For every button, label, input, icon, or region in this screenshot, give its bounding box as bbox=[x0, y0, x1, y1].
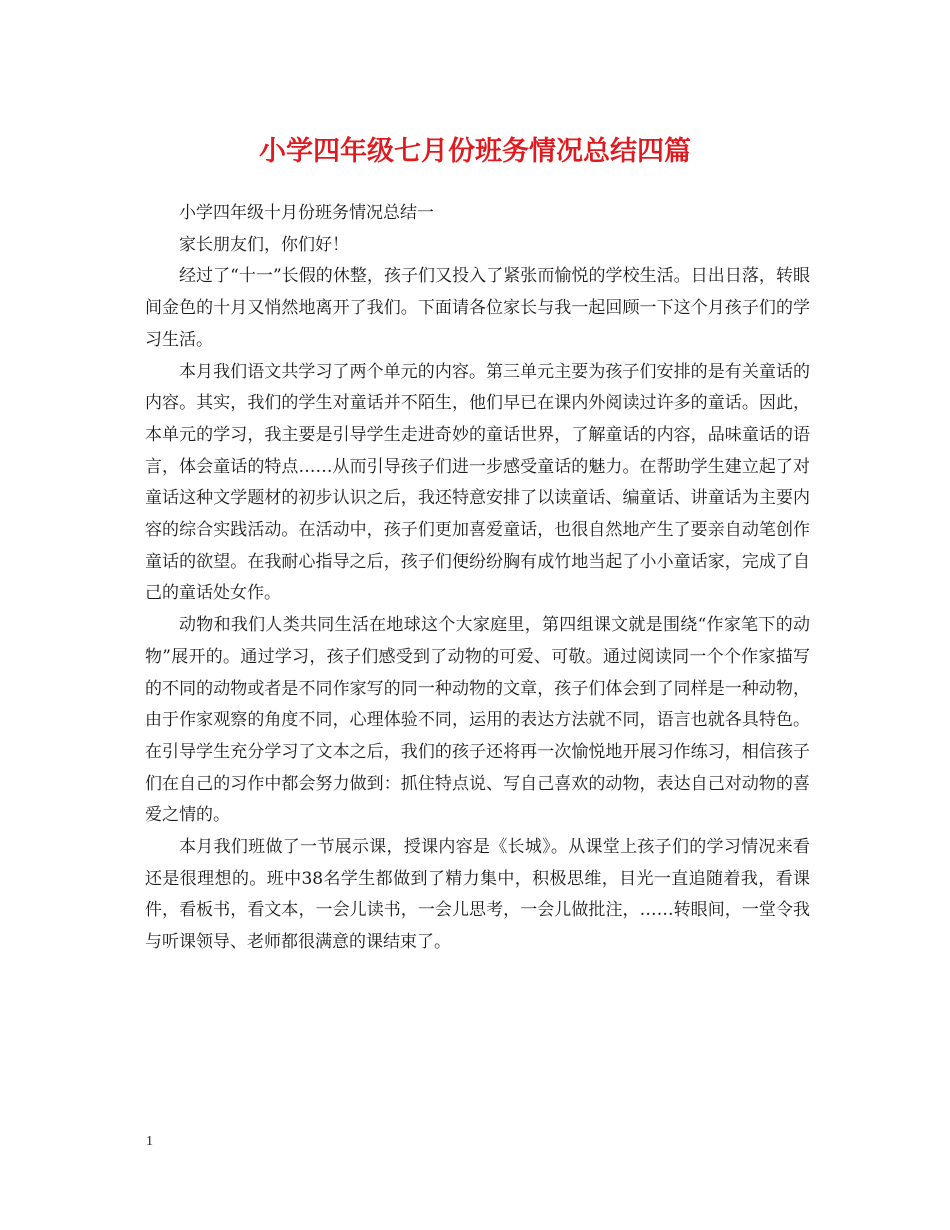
greeting-paragraph: 家长朋友们，你们好！ bbox=[179, 234, 349, 255]
page-number: 1 bbox=[146, 1134, 153, 1149]
body-paragraph: 本月我们语文共学习了两个单元的内容。第三单元主要为孩子们安排的是有关童话的内容。其实，我们的学生对童话并不陌生，他们早已在课内外阅读过许多的童话。因此，本单元的学习，我主要是引导学生走进奇妙的童话世界，了解童话的内容，品味童话的语言，体会童话的特点……从而引导孩子们进一步感受童话的魅力。在帮助学生建立起了对童话这种文学题材的初步认识之后，我还特意安排了以读童话、编童话、讲童话为主要内容的综合实践活动。在活动中，孩子们更加喜爱童话，也很自然地产生了要亲自动笔创作童话的欲望。在我耐心指导之后，孩子们便纷纷胸有成竹地当起了小小童话家，完成了自己的童话处女作。 bbox=[145, 361, 810, 604]
body-paragraph: 动物和我们人类共同生活在地球这个大家庭里，第四组课文就是围绕“作家笔下的动物”展开的。通过学习，孩子们感受到了动物的可爱、可敬。通过阅读同一个个作家描写的不同的动物或者是不同作家写的同一种动物的文章，孩子们体会到了同样是一种动物，由于作家观察的角度不同，心理体验不同，运用的表达方法就不同，语言也就各具特色。在引导学生充分学习了文本之后，我们的孩子还将再一次愉悦地开展习作练习，相信孩子们在自己的习作中都会努力做到：抓住特点说、写自己喜欢的动物，表达自己对动物的喜爱之情的。 bbox=[145, 615, 810, 826]
body-paragraph: 经过了“十一”长假的休整，孩子们又投入了紧张而愉悦的学校生活。日出日落，转眼间金色的十月又悄然地离开了我们。下面请各位家长与我一起回顾一下这个月孩子们的学习生活。 bbox=[145, 266, 810, 350]
section-heading: 小学四年级十月份班务情况总结一 bbox=[179, 203, 434, 223]
body-paragraph: 本月我们班做了一节展示课，授课内容是《长城》。从课堂上孩子们的学习情况来看还是很理想的。班中38名学生都做到了精力集中，积极思维，目光一直追随着我，看课件，看板书，看文本，一会儿读书，一会儿思考，一会儿做批注，……转眼间，一堂令我与听课领导、老师都很满意的课结束了。 bbox=[145, 837, 810, 953]
document-title: 小学四年级七月份班务情况总结四篇 bbox=[259, 136, 691, 167]
document-body bbox=[145, 198, 810, 959]
